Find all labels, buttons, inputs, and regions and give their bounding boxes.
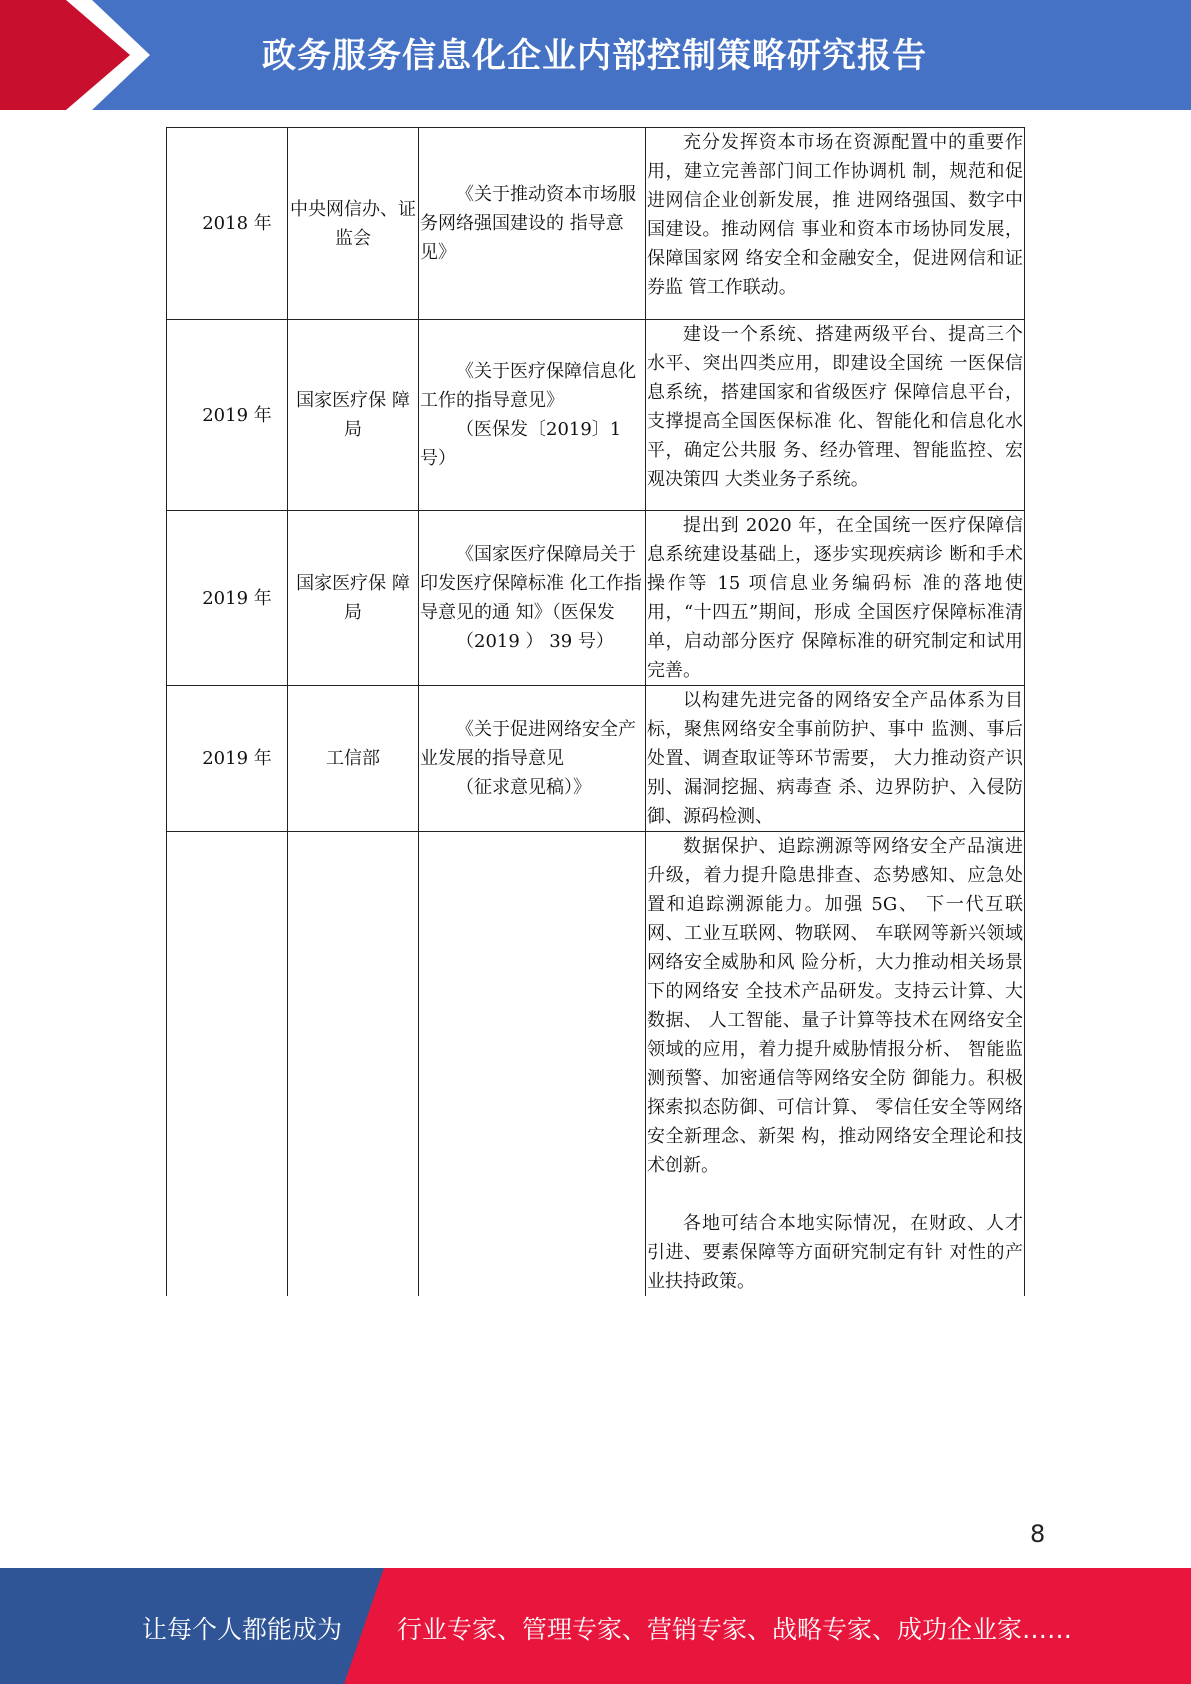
year-cell: 2019 年 — [167, 320, 288, 511]
document-name: 《关于促进网络安全产业发展的指导意见 — [420, 719, 636, 769]
page-number: 8 — [1030, 1520, 1046, 1548]
department-cell: 中央网信办、证监会 — [288, 128, 419, 320]
year-cell — [167, 832, 288, 1297]
content-cell — [646, 128, 1025, 320]
content-paragraph: 提出到 2020 年，在全国统一医疗保障信息系统建设基础上，逐步实现疾病诊 断和手术操作等 15 项信息业务编码标 准的落地使用，“十四五”期间，形成 全国医疗保障标准清单，启动部分医疗 保障标准的研究制定和试用完善。 — [647, 515, 1023, 681]
department-cell: 国家医疗保 障局 — [288, 511, 419, 686]
content-cell — [646, 832, 1025, 1297]
department-cell — [288, 832, 419, 1297]
policy-table — [166, 127, 1025, 1296]
document-cell — [419, 128, 646, 320]
page-footer — [0, 1568, 1191, 1684]
content-cell — [646, 686, 1025, 832]
content-paragraph: 建设一个系统、搭建两级平台、提高三个水平、突出四类应用，即建设全国统 一医保信息系统，搭建国家和省级医疗 保障信息平台，支撑提高全国医保标准 化、智能化和信息化水平，确定公共服 务、经办管理、智能监控、宏观决策四 大类业务子系统。 — [647, 324, 1023, 490]
content-cell — [646, 320, 1025, 511]
table-row — [167, 320, 1025, 511]
document-name: 《关于医疗保障信息化工作的指导意见》 — [420, 361, 636, 411]
table-row — [167, 686, 1025, 832]
document-cell — [419, 686, 646, 832]
content-paragraph: 数据保护、追踪溯源等网络安全产品演进升级，着力提升隐患排查、态势感知、应急处置和追踪溯源能力。加强 5G、 下一代互联网、工业互联网、物联网、 车联网等新兴领域网络安全威胁和风 险分析，大力推动相关场景下的网络安 全技术产品研发。支持云计算、大数据、 人工智能、量子计算等技术在网络安全 领域的应用，着力提升威胁情报分析、 智能监测预警、加密通信等网络安全防 御能力。积极探索拟态防御、可信计算、 零信任安全等网络安全新理念、新架 构，推动网络安全理论和技术创新。 — [647, 836, 1023, 1176]
year-cell: 2019 年 — [167, 686, 288, 832]
content-paragraph: 以构建先进完备的网络安全产品体系为目标，聚焦网络安全事前防护、事中 监测、事后处置、调查取证等环节需要， 大力推动资产识别、漏洞挖掘、病毒查 杀、边界防护、入侵防御、源码检测、 — [647, 690, 1023, 827]
document-cell — [419, 832, 646, 1297]
page-header — [0, 0, 1191, 110]
document-title: 政务服务信息化企业内部控制策略研究报告 — [262, 36, 927, 76]
content-paragraph: 充分发挥资本市场在资源配置中的重要作用，建立完善部门间工作协调机 制，规范和促进网信企业创新发展，推 进网络强国、数字中国建设。推动网信 事业和资本市场协同发展，保障国家网 络安全和金融安全，促进网信和证券监 管工作联动。 — [647, 132, 1023, 298]
document-name: 《国家医疗保障局关于印发医疗保障标准 化工作指导意见的通 知》（医保发 — [420, 544, 642, 623]
footer-slogan-right: 行业专家、管理专家、营销专家、战略专家、成功企业家…… — [397, 1615, 1073, 1644]
document-cell — [419, 511, 646, 686]
footer-slogan-left: 让每个人都能成为 — [142, 1615, 343, 1644]
content-paragraph: 各地可结合本地实际情况，在财政、人才引进、要素保障等方面研究制定有针 对性的产业扶持政策。 — [647, 1213, 1023, 1292]
document-number: （征求意见稿）》 — [456, 777, 591, 798]
table-row — [167, 128, 1025, 320]
table-row — [167, 832, 1025, 1297]
document-number: （2019 ） 39 号） — [456, 631, 614, 652]
content-cell — [646, 511, 1025, 686]
document-cell — [419, 320, 646, 511]
year-cell: 2018 年 — [167, 128, 288, 320]
table-row — [167, 511, 1025, 686]
department-cell: 工信部 — [288, 686, 419, 832]
year-cell: 2019 年 — [167, 511, 288, 686]
document-name: 《关于推动资本市场服务网络强国建设的 指导意见》 — [420, 184, 636, 263]
document-number: （医保发〔2019〕1 号） — [420, 419, 622, 469]
department-cell: 国家医疗保 障局 — [288, 320, 419, 511]
